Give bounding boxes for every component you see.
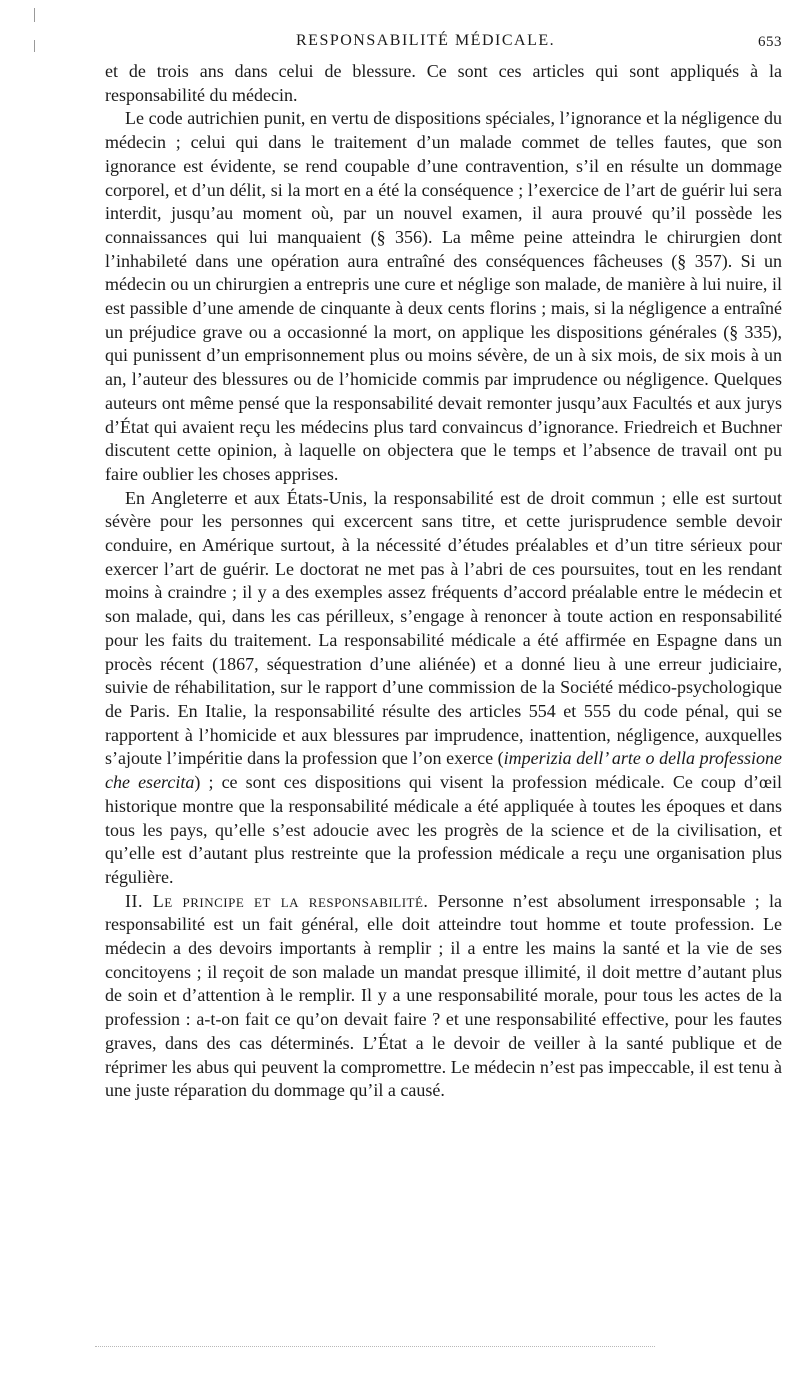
running-header [100, 26, 782, 56]
paragraph-england-us-text-b: ) ; ce sont ces dispositions qui visent la profession médicale. Ce coup d’œil historique montre que la responsabilité médicale a été appliquée à toutes les époques et dans tous les pays, qu’elle s’est adoucie avec les progrès de la science et de la civilisation, et qu’elle est d’autant plus restreinte que la profession médicale a reçu une organisation plus régulière. [105, 772, 782, 887]
margin-mark-top [34, 8, 35, 22]
body-text [105, 60, 782, 1103]
paragraph-austrian-code: Le code autrichien punit, en vertu de dispositions spéciales, l’ignorance et la négligence du médecin ; celui qui dans le traitement d’un malade commet de telles fautes, que son ignorance est évidente, se rend coupable d’une contravention, s’il en résulte un dommage corporel, et d’un délit, si la mort en a été la conséquence ; l’exercice de l’art de guérir lui sera interdit, jusqu’au moment où, par un nouvel examen, il aura prouvé qu’il possède les connaissances qui lui manquaient (§ 356). La même peine atteindra le chirurgien dont l’inhabileté dans une opération aura entraîné des conséquences fâcheuses (§ 357). Si un médecin ou un chirurgien a entrepris une cure et néglige son malade, de manière à lui nuire, il est passible d’une amende de cinquante à deux cents florins ; mais, si la négligence a entraîné un préjudice grave ou a occasionné la mort, on applique les dispositions générales (§ 335), qui punissent d’un emprisonnement plus ou moins sévère, de un à six mois, de six mois à un an, l’auteur des blessures ou de l’homicide commis par imprudence ou négligence. Quelques auteurs ont même pensé que la responsabilité devait remonter jusqu’aux Facultés et aux jurys d’État qui avaient reçu les médecins plus tard convaincus d’ignorance. Friedreich et Buchner discutent cette opinion, à laquelle on objectera que le temps et l’absence de travail ont pu faire oublier les choses apprises. [105, 108, 782, 484]
paragraph-england-us-text-a: En Angleterre et aux États-Unis, la responsabilité est de droit commun ; elle est surtout sévère pour les personnes qui excercent sans titre, et cette jurisprudence semble devoir conduire, en Amérique surtout, à la nécessité d’études préalables et d’un titre sérieux pour exercer l’art de guérir. Le doctorat ne met pas à l’abri de ces poursuites, tout en les rendant moins à craindre ; il y a des exemples assez fréquents d’accord préalable entre le médecin et son malade, qui, dans les cas périlleux, s’engage à renoncer à toute action en responsabilité pour les faits du traitement. La responsabilité médicale a été affirmée en Espagne dans un procès récent (1867, séquestration d’une aliénée) et a donné lieu à une erreur judiciaire, suivie de réhabilitation, sur le rapport d’une commission de la Société médico-psychologique de Paris. En Italie, la responsabilité résulte des articles 554 et 555 du code pénal, qui se rapportent à l’homicide et aux blessures par imprudence, inattention, négligence, auxquelles s’ajoute l’impéritie dans la profession que l’on exerce ( [105, 487, 782, 769]
section-heading: II. Le principe et la responsabilité. [125, 890, 429, 911]
page-number: 653 [758, 34, 782, 50]
paragraph-england-us [105, 487, 782, 890]
paragraph-principle [105, 890, 782, 1103]
italian-quotation: imperizia dell’ arte o della professione che esercita [105, 748, 782, 793]
margin-mark-middle [34, 40, 35, 52]
paragraph-principle-text: Personne n’est absolument irresponsable ; la responsabilité est un fait général, elle doit atteindre tout homme et toute profession. Le médecin a des devoirs importants à remplir ; il a entre les mains la santé et la vie de ses concitoyens ; il reçoit de son malade un mandat presque illimité, il doit mettre d’autant plus de soin et d’attention à le remplir. Il y a une responsabilité morale, pour tous les actes de la profession : a-t-on fait ce qu’on devait faire ? et une responsabilité effective, pour les fautes graves, dans des cas déterminés. L’État a le devoir de veiller à la santé publique et de réprimer les abus qui peuvent la compromettre. Le médecin n’est pas impeccable, il est tenu à une juste réparation du dommage qu’il a causé. [105, 890, 782, 1101]
paragraph-continuation: et de trois ans dans celui de blessure. Ce sont ces articles qui sont appliqués à la responsabilité du médecin. [105, 61, 782, 105]
footer-scan-noise [95, 1346, 655, 1350]
running-title: RESPONSABILITÉ MÉDICALE. [296, 32, 556, 49]
